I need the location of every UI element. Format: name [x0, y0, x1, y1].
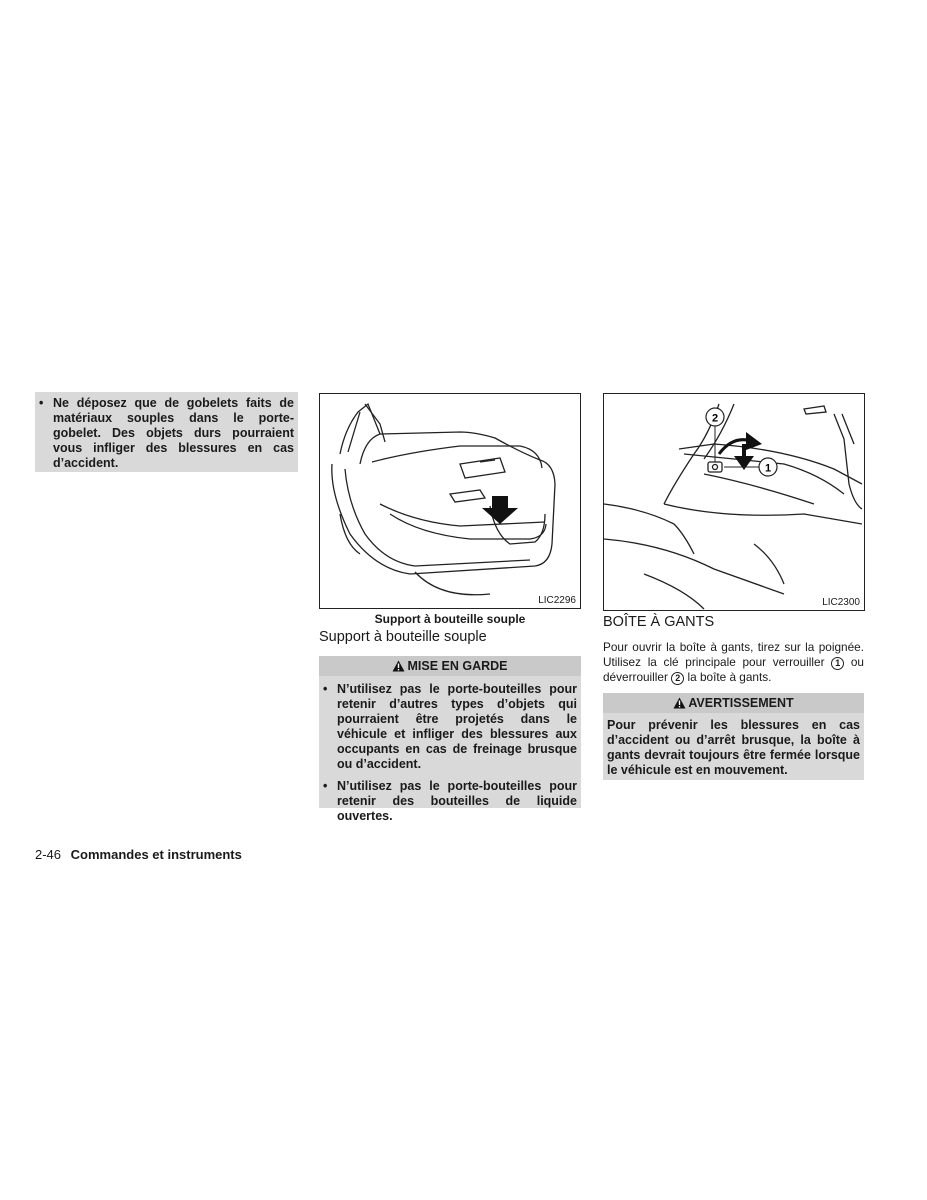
glove-box-body-text — [603, 640, 864, 685]
door-illustration — [320, 394, 580, 608]
caution-header — [319, 656, 581, 676]
ref-1-icon: 1 — [831, 657, 844, 670]
caution-item-text: N’utilisez pas le porte-bouteilles pour retenir d’autres types d’objets qui pourraient être projetés dans le véhicule et infliger des blessures aux occupants en cas de freinage brusque ou d’accident. — [337, 682, 577, 771]
body-text-1: Pour ouvrir la boîte à gants, tirez sur la poignée. Utilisez la clé principale pour verrouiller — [603, 640, 864, 669]
caution-item-text: N’utilisez pas le porte-bouteilles pour retenir des bouteilles de liquide ouvertes. — [337, 779, 577, 823]
callout-2-label: 2 — [711, 412, 719, 425]
bullet: • — [323, 779, 328, 793]
warning-heading: AVERTISSEMENT — [688, 696, 794, 710]
note-item — [39, 396, 294, 471]
page-footer — [35, 847, 242, 862]
figure-caption: Support à bouteille souple — [374, 612, 526, 626]
warning-box — [603, 693, 864, 780]
ref-2-icon: 2 — [671, 672, 684, 685]
note-box — [35, 392, 298, 472]
body-text-3: la boîte à gants. — [687, 670, 772, 684]
bullet: • — [323, 682, 328, 696]
caution-list — [323, 682, 577, 831]
body-text-2: ou déverrouiller — [603, 655, 864, 684]
caution-heading: MISE EN GARDE — [407, 659, 508, 673]
figure-code: LIC2296 — [538, 595, 576, 606]
warning-triangle-icon — [392, 660, 405, 672]
caution-item — [323, 682, 577, 772]
footer-section-title: Commandes et instruments — [70, 847, 242, 862]
note-text: Ne déposez que de gobelets faits de matériaux souples dans le porte-gobelet. Des objets durs pourraient vous infliger des blessures en cas d’accident. — [53, 396, 294, 470]
callout-1-label: 1 — [764, 462, 772, 475]
figure-door-bottle-holder — [319, 393, 581, 609]
warning-text: Pour prévenir les blessures en cas d’accident ou d’arrêt brusque, la boîte à gants devrait toujours être fermée lorsque le véhicule est en mouvement. — [607, 718, 860, 777]
down-arrow-icon — [482, 496, 518, 524]
warning-header — [603, 693, 864, 713]
bullet: • — [39, 396, 44, 410]
caution-box — [319, 656, 581, 823]
figure-code: LIC2300 — [822, 597, 860, 608]
page-number: 2-46 — [35, 847, 62, 862]
section-heading-bottle-holder: Support à bouteille souple — [319, 629, 487, 645]
figure-glove-box — [603, 393, 865, 611]
warning-triangle-icon — [673, 697, 686, 709]
caution-item — [323, 779, 577, 824]
section-heading-glove-box: BOÎTE À GANTS — [603, 614, 715, 630]
glove-box-illustration — [604, 394, 864, 610]
